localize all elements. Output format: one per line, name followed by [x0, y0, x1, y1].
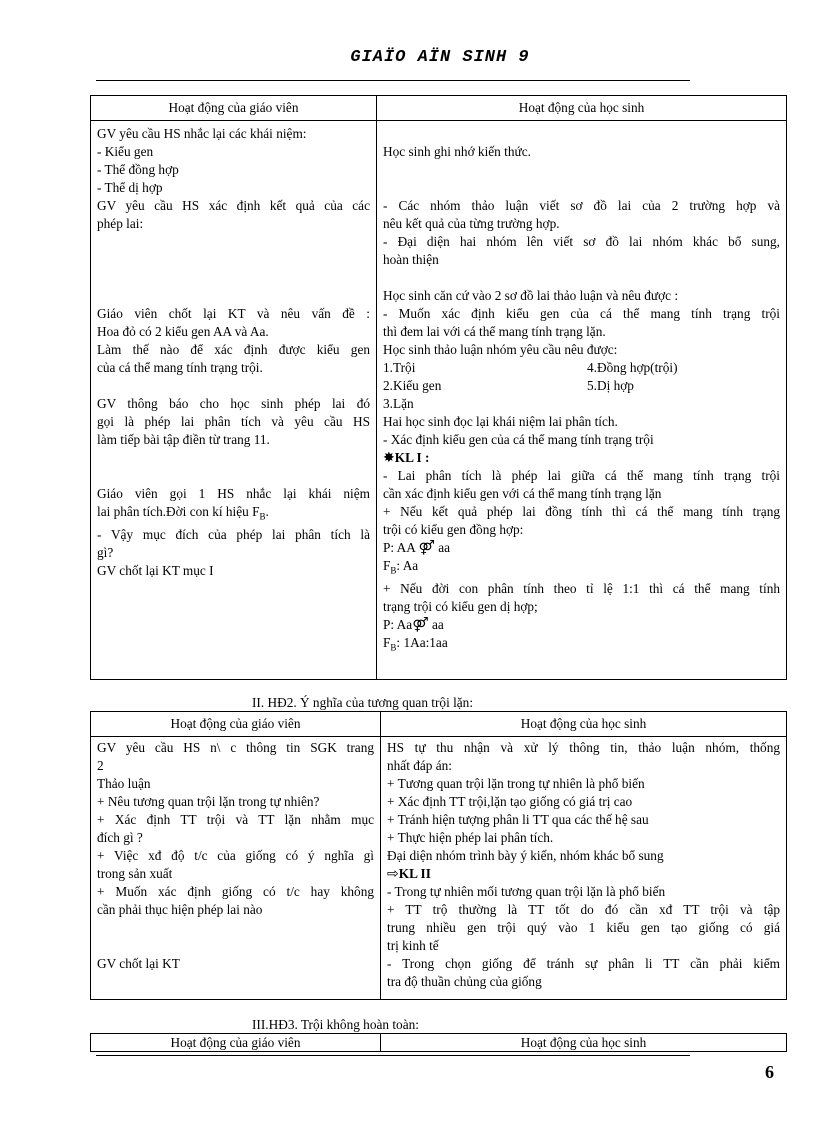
cross-symbol-icon: ⚤: [412, 616, 429, 633]
text-line: Hai học sinh đọc lại khái niệm lai phân tích.: [383, 414, 618, 429]
text-line: Giáo viên chốt lại KT và nêu vấn đề :: [97, 306, 370, 321]
text-line: Hoa đỏ có 2 kiểu gen AA và Aa.: [97, 324, 269, 339]
text-line: + Nếu kết quả phép lai đồng tính thì cá thể mang tính trạng: [383, 504, 780, 519]
text-line: - Đại diện hai nhóm lên viết sơ đồ lai nhóm khác bổ sung,: [383, 234, 780, 249]
text-line: GV chốt lại KT: [97, 956, 180, 971]
text-part: : Aa: [396, 558, 419, 573]
text-line: + Tương quan trội lặn trong tự nhiên là phổ biến: [387, 776, 645, 791]
table-row: [91, 737, 787, 1000]
cross-line: [383, 539, 780, 557]
text-line: trạng trội có kiểu gen dị hợp;: [383, 598, 538, 614]
text-line: - Lai phân tích là phép lai giữa cá thể mang tính trạng trội: [383, 468, 780, 483]
text-part: lai phân tích.Đời con kí hiệu F: [97, 504, 260, 519]
text-line: gì?: [97, 544, 114, 560]
text-line: Học sinh ghi nhớ kiến thức.: [383, 144, 531, 159]
answer-item: 5.Dị hợp: [587, 378, 634, 393]
text-line: GV yêu cầu HS nhắc lại các khái niệm:: [97, 126, 307, 141]
text-line: + Xác định TT trội,lặn tạo giống có giá trị cao: [387, 794, 633, 809]
text-line: làm tiếp bài tập điền từ trang 11.: [97, 432, 270, 447]
teacher-cell: [91, 737, 381, 1000]
text-line: 3.Lặn: [383, 396, 414, 411]
text-line: Làm thế nào để xác định được kiểu gen: [97, 342, 370, 357]
page-number: 6: [765, 1062, 774, 1082]
arrow-right-icon: ⇨: [387, 866, 399, 882]
text-line: - Trong chọn giống để tránh sự phân li TT cần phải kiểm: [387, 956, 780, 971]
text-line: + Tránh hiện tượng phân li TT qua các thế hệ sau: [387, 812, 649, 827]
text-line: gọi là phép lai phân tích và yêu cầu HS: [97, 414, 370, 429]
text-line: - Trong tự nhiên mối tương quan trội lặn là phổ biến: [387, 884, 666, 899]
teacher-column-header: Hoạt động của giáo viên: [91, 712, 381, 737]
student-column-header: Hoạt động của học sinh: [381, 712, 787, 737]
answer-item: 2.Kiểu gen: [383, 378, 442, 393]
table-row: [91, 121, 787, 680]
text-line: + Nếu đời con phân tính theo tỉ lệ 1:1 thì cá thể mang tính: [383, 580, 780, 596]
text-line: - Thể đồng hợp: [97, 162, 179, 177]
text-line: tra độ thuần chủng của giống: [387, 974, 542, 989]
activity-table-3: [90, 1033, 787, 1052]
text-line: của cá thể mang tính trạng trội.: [97, 360, 263, 375]
star-bullet-icon: ✸: [383, 450, 395, 466]
subscript: B: [390, 565, 397, 576]
conclusion-heading: [383, 449, 780, 467]
text-line: - Các nhóm thảo luận viết sơ đồ lai của 2 trường hợp và: [383, 198, 780, 213]
student-cell: [377, 121, 787, 680]
activity-table-2: [90, 711, 787, 1000]
answer-item: 1.Trội: [383, 360, 416, 375]
answer-row: [383, 359, 780, 377]
text-line: - Kiểu gen: [97, 144, 154, 159]
text-part: P: AA: [383, 540, 416, 555]
table-header-row: [91, 1034, 787, 1052]
text-line: nêu kết quả của từng trường hợp.: [383, 216, 560, 231]
teacher-column-header: Hoạt động của giáo viên: [91, 96, 377, 121]
conclusion-heading: [387, 865, 780, 883]
text-part: F: [383, 634, 391, 650]
text-line: trị kinh tế: [387, 938, 439, 953]
text-line: + Việc xđ độ t/c của giống có ý nghĩa gì: [97, 848, 374, 863]
text-line: - Xác định kiểu gen của cá thể mang tính trạng trội: [383, 432, 654, 447]
text-line: đích gì ?: [97, 830, 143, 845]
table-header-row: [91, 96, 787, 121]
header-rule: [96, 80, 690, 81]
footer-rule: [96, 1055, 690, 1056]
text-line: HS tự thu nhận và xử lý thông tin, thảo luận nhóm, thống: [387, 740, 780, 755]
text-line: [97, 503, 370, 526]
text-line: phép lai:: [97, 216, 144, 231]
conclusion-label: KL I :: [394, 450, 430, 465]
text-line: hoàn thiện: [383, 252, 439, 267]
text-line: thì đem lai với cá thể mang tính trạng lặn.: [383, 324, 606, 339]
text-line: GV chốt lại KT mục I: [97, 562, 214, 578]
table-header-row: [91, 712, 787, 737]
text-line: cần xác định kiểu gen với cá thể mang tính trạng lặn: [383, 486, 662, 501]
text-part: F: [383, 558, 391, 573]
text-part: aa: [431, 616, 444, 632]
text-line: Thảo luận: [97, 776, 151, 791]
text-part: .: [265, 504, 269, 519]
section-heading-3: III.HĐ3. Trội không hoàn toàn:: [252, 1017, 419, 1032]
cross-line: [383, 616, 780, 634]
text-line: cần phải thục hiện phép lai nào: [97, 902, 263, 917]
text-line: + Nêu tương quan trội lặn trong tự nhiên?: [97, 794, 320, 809]
page-header-title: GIAÏO AÏN SINH 9: [350, 48, 530, 67]
text-line: Học sinh thảo luận nhóm yêu cầu nêu được:: [383, 342, 618, 357]
answer-row: [383, 377, 780, 395]
text-part: aa: [438, 540, 451, 555]
teacher-cell: [91, 121, 377, 680]
teacher-column-header: Hoạt động của giáo viên: [91, 1034, 381, 1052]
text-line: nhất đáp án:: [387, 758, 452, 773]
section-heading-2: II. HĐ2. Ý nghĩa của tương quan trội lặn:: [252, 695, 474, 710]
text-line: + Thực hiện phép lai phân tích.: [387, 830, 554, 845]
text-line: Học sinh căn cứ vào 2 sơ đồ lai thảo luận và nêu được :: [383, 288, 679, 303]
student-column-header: Hoạt động của học sinh: [377, 96, 787, 121]
text-line: trung nhiều gen trội quý vào 1 kiểu gen tạo giống có giá: [387, 920, 780, 935]
subscript: B: [259, 511, 266, 522]
text-line: - Muốn xác định kiểu gen của cá thể mang tính trạng trội: [383, 306, 780, 321]
text-line: - Vậy mục đích của phép lai phân tích là: [97, 526, 370, 542]
answer-item: 4.Đồng hợp(trội): [587, 360, 678, 375]
conclusion-label: KL II: [398, 866, 431, 881]
student-cell: [381, 737, 787, 1000]
activity-table-1: [90, 95, 787, 680]
text-line: Giáo viên gọi 1 HS nhắc lại khái niệm: [97, 486, 370, 501]
text-part: : 1Aa:1aa: [396, 634, 448, 650]
text-line: + Xác định TT trội và TT lặn nhằm mục: [97, 812, 374, 827]
subscript: B: [390, 642, 397, 653]
text-line: trội có kiểu gen đồng hợp:: [383, 522, 524, 537]
text-line: - Thể dị hợp: [97, 180, 163, 195]
offspring-line: [383, 557, 780, 580]
text-line: + Muốn xác định giống có t/c hay không: [97, 884, 374, 899]
text-part: P: Aa: [383, 616, 413, 632]
text-line: Đại diện nhóm trình bày ý kiến, nhóm khác bổ sung: [387, 848, 664, 863]
text-line: 2: [97, 758, 104, 773]
student-column-header: Hoạt động của học sinh: [381, 1034, 787, 1052]
text-line: GV yêu cầu HS n\ c thông tin SGK trang: [97, 740, 374, 755]
text-line: GV yêu cầu HS xác định kết quả của các: [97, 198, 370, 213]
text-line: + TT trộ thường là TT tốt do đó cần xđ TT trội và tập: [387, 902, 780, 917]
text-line: trong sản xuất: [97, 866, 173, 881]
cross-symbol-icon: ⚤: [418, 540, 435, 556]
offspring-line: [383, 634, 780, 657]
text-line: GV thông báo cho học sinh phép lai đó: [97, 396, 370, 411]
